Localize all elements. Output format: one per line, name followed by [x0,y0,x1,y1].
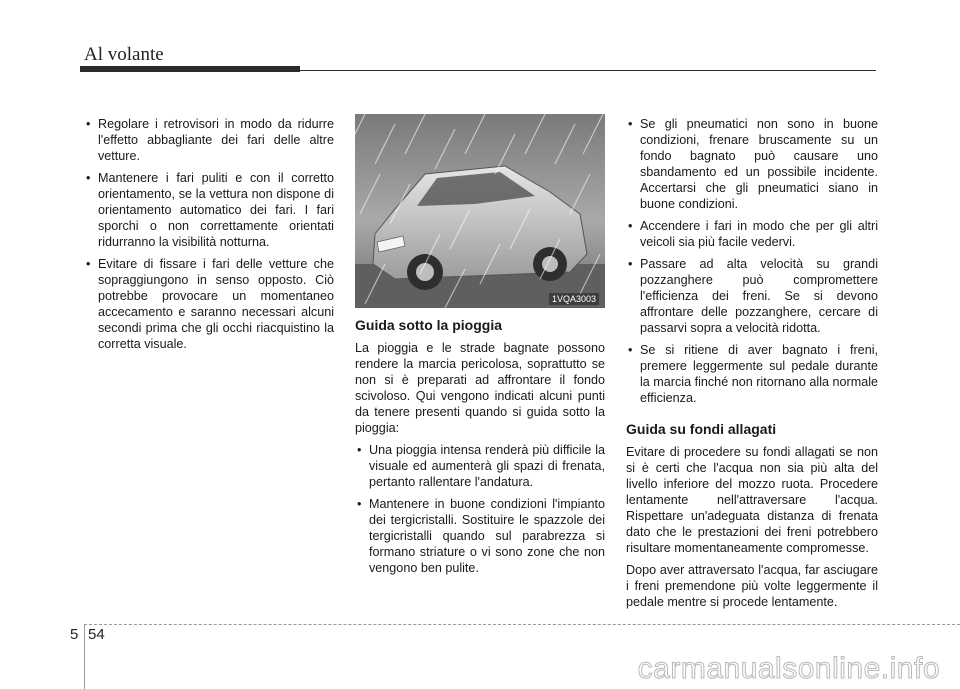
rain-intro-paragraph: La pioggia e le strade bagnate possono rendere la marcia pericolosa, soprattutto se non si è preparati ad affrontare il fondo scivoloso. Qui vengono indicati alcuni punti da tenere presenti quando si guida sotto la pioggia: [355,341,605,435]
car-in-rain-image [355,114,605,308]
page-number: 54 [88,626,105,643]
list-item: • Se gli pneumatici non sono in buone condizioni, frenare bruscamente su un fondo bagnato può causare uno sbandamento ed un possibile incidente. Accertarsi che gli pneumatici siano in buone condizioni. [626,116,878,212]
watermark-text: carmanualsonline.info [637,652,940,685]
list-item: • Accendere i fari in modo che per gli altri veicoli sia più facile vedervi. [626,218,878,250]
footer-divider [84,624,85,689]
section-heading-rain: Guida sotto la pioggia [355,317,502,333]
header-bar [80,66,300,72]
list-item: • Una pioggia intensa renderà più difficile la visuale ed aumenterà gli spazi di frenata, pertanto rallentare l'andatura. [355,442,605,490]
list-item: • Mantenere in buone condizioni l'impianto dei tergicristalli. Sostituire le spazzole dei tergicristalli quando sul parabrezza si formano striature o vi sono zone che non vengono ben pulite. [355,496,605,576]
flooded-paragraph-2: Dopo aver attraversato l'acqua, far asciugare i freni premendone più volte leggermente il pedale mentre si procede lentamente. [626,563,878,609]
list-item: • Regolare i retrovisori in modo da ridurre l'effetto abbagliante dei fari delle altre vetture. [84,116,334,164]
section-heading-flooded: Guida su fondi allagati [626,421,777,437]
rain-car-illustration [355,114,605,308]
list-item: • Se si ritiene di aver bagnato i freni, premere leggermente sul pedale durante la marcia finché non ritornano alla normale efficienza. [626,342,878,406]
list-item: • Passare ad alta velocità su grandi pozzanghere può compromettere l'efficienza dei freni. Se si devono affrontare delle pozzanghere, cercare di passarvi sopra a velocità ridotta. [626,256,878,336]
column-2-bullets [355,442,605,576]
column-1-bullets [84,116,334,352]
flooded-paragraph-1: Evitare di procedere su fondi allagati se non si è certi che l'acqua non sia più alta del livello inferiore del mozzo ruota. Procedere lentamente nell'attraversare l'acqua. Rispettare un'adeguata distanza di frenata dato che le prestazioni dei freni potrebbero risultare momentaneamente compromesse. [626,445,878,555]
footer-rule [84,624,960,625]
list-item: • Evitare di fissare i fari delle vetture che sopraggiungono in senso opposto. Ciò potrebbe provocare un momentaneo accecamento e saranno necessari alcuni secondi prima che gli occhi riacquistino la corretta visuale. [84,256,334,352]
figure-code: 1VQA3003 [549,293,599,305]
page-header-title: Al volante [84,44,164,65]
column-1 [84,116,334,358]
column-3-bullets [626,116,878,406]
section-number: 5 [70,626,79,643]
column-3 [626,116,878,616]
list-item: • Mantenere i fari puliti e con il corretto orientamento, se la vettura non dispone di orientamento automatico dei fari. I fari sporchi o non correttamente orientati ridurranno la visibilità notturna. [84,170,334,250]
header-rule [300,70,876,71]
column-2 [355,316,605,582]
